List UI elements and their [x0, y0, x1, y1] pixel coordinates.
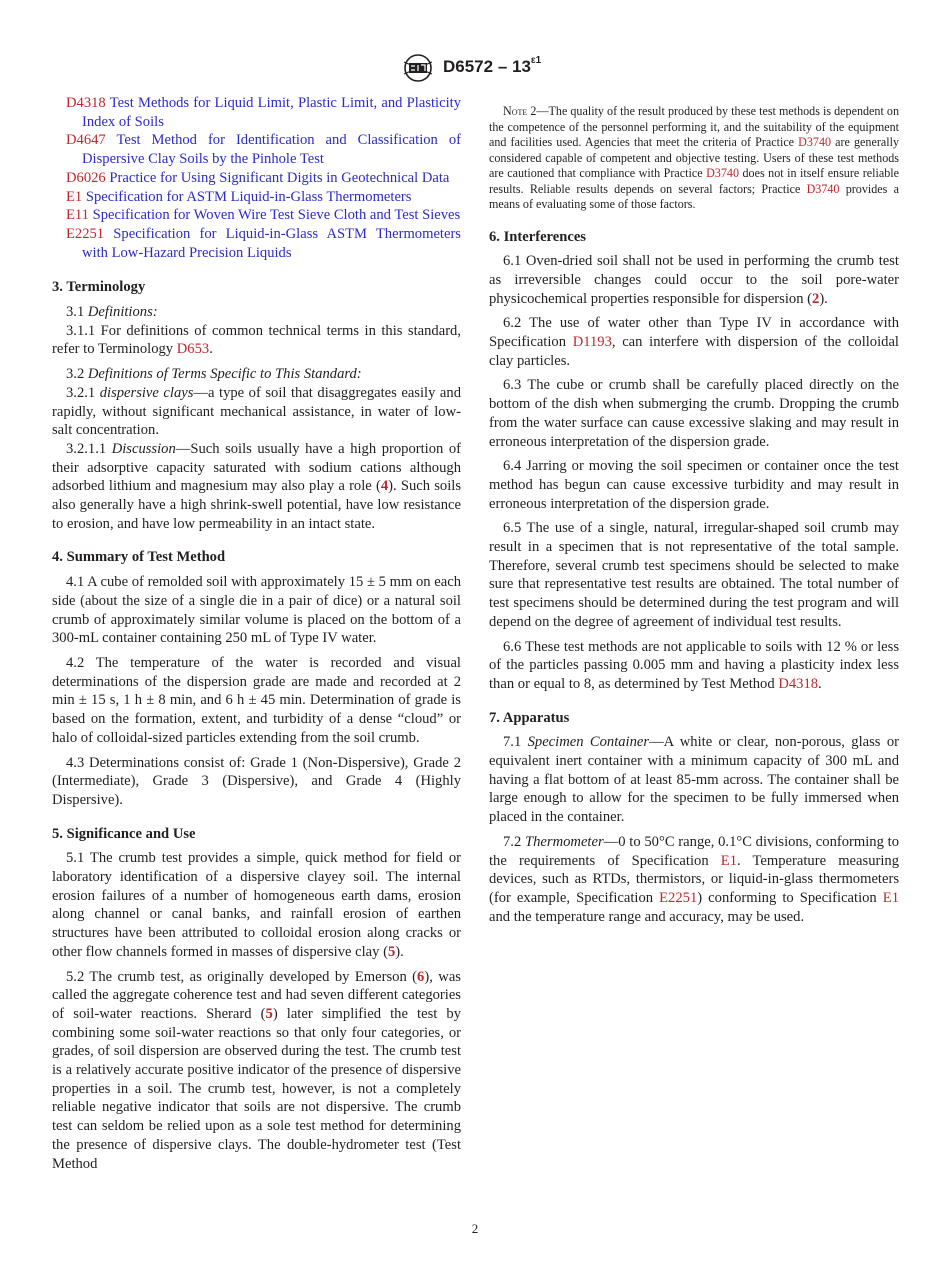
citation-link[interactable]: 4	[380, 478, 389, 495]
reference-title: Specification for Liquid-in-Glass ASTM Thermometers with Low-Hazard Precision Liquids	[82, 225, 461, 261]
reference-item	[52, 225, 461, 262]
paragraph-6-2: 6.2 The use of water other than Type IV in accordance with Specification D1193, can interfere with dispersion of the colloidal clay particles.	[489, 315, 899, 369]
left-column	[52, 94, 461, 1173]
paragraph-6-1: 6.1 Oven-dried soil shall not be used in performing the crumb test as irreversible changes could occur to the soil pore-water physicochemical properties responsible for dispersion (2).	[489, 253, 899, 307]
citation-link[interactable]: 5	[387, 943, 396, 960]
reference-title: Practice for Using Significant Digits in Geotechnical Data	[109, 169, 450, 186]
paragraph-6-6: 6.6 These test methods are not applicable to soils with 12 % or less of the particles passing 0.005 mm and having a plasticity index less than or equal to 8, as determined by Test Method D4318.	[489, 638, 899, 692]
reference-item	[52, 169, 461, 188]
reference-title: Specification for ASTM Liquid-in-Glass Thermometers	[85, 188, 412, 205]
astm-logo-icon	[400, 52, 436, 84]
citation-link[interactable]: 6	[417, 968, 425, 985]
reference-link[interactable]: E11	[66, 207, 89, 224]
reference-title: Test Methods for Liquid Limit, Plastic Limit, and Plasticity Index of Soils	[82, 95, 461, 130]
section-heading-terminology: 3. Terminology	[52, 279, 146, 296]
paragraph-4-3: 4.3 Determinations consist of: Grade 1 (Non-Dispersive), Grade 2 (Intermediate), Grade 3 (Dispersive), and Grade 4 (Highly Dispersive).	[52, 754, 461, 808]
reference-link[interactable]: D4318	[66, 95, 106, 111]
right-column	[489, 94, 899, 926]
paragraph-4-1: 4.1 A cube of remolded soil with approximately 15 ± 5 mm on each side (about the size of a single die in a pair of dice) or a natural soil crumb of approximately similar volume is placed on the bottom of a 300-mL container containing 250 mL of Type IV water.	[52, 574, 461, 647]
section-heading-apparatus: 7. Apparatus	[489, 709, 570, 726]
reference-list	[52, 94, 461, 262]
paragraph-3-1: 3.1 Definitions:	[66, 304, 158, 321]
citation-link[interactable]: 5	[265, 1005, 273, 1022]
reference-link[interactable]: D6026	[66, 169, 106, 186]
standard-link[interactable]: D653	[176, 341, 210, 358]
reference-link[interactable]: D4647	[66, 132, 106, 149]
standard-link[interactable]: D4318	[778, 675, 819, 692]
standard-link[interactable]: E2251	[659, 890, 698, 906]
section-heading-significance: 5. Significance and Use	[52, 825, 196, 842]
paragraph-6-4: 6.4 Jarring or moving the soil specimen or container once the test method has begun can cause excessive turbidity and may result in erroneous interpretation of the dispersion grade.	[489, 458, 899, 512]
paragraph-3-1-1: 3.1.1 For definitions of common technical terms in this standard, refer to Terminology D653.	[52, 322, 461, 358]
paragraph-5-1: 5.1 The crumb test provides a simple, quick method for field or laboratory identification of a dispersive clayey soil. The internal erosion failures of a number of homogeneous earth dams, erosion along channel or canal banks, and rainfall erosion of earthen structures have been attributed to colloidal erosion along cracks or other flow channels formed in masses of dispersive clay (5).	[52, 850, 461, 960]
designation-text: D6572 – 13	[443, 57, 531, 76]
reference-title: Test Method for Identification and Classification of Dispersive Clay Soils by the Pinhole Test	[82, 132, 461, 168]
paragraph-5-2: 5.2 The crumb test, as originally developed by Emerson (6), was called the aggregate coherence test and had seven different categories of soil-water reactions. Sherard (5) later simplified the test by combining some soil-water reactions so that only four categories, or grades, of soil dispersion are observed during the test. The crumb test is a relatively accurate positive indicator of the presence of dispersive properties in a soil. The crumb test, however, is not a completely reliable negative indicator that soils are not dispersive. The crumb test can seldom be relied upon as a sole test method for determining the presence of dispersive clays. The double-hydrometer test (Test Method	[52, 968, 461, 1172]
paragraph-3-2: 3.2 Definitions of Terms Specific to This Standard:	[66, 366, 362, 383]
reference-title: Specification for Woven Wire Test Sieve Cloth and Test Sieves	[92, 207, 461, 224]
document-designation	[443, 57, 541, 77]
paragraph-6-3: 6.3 The cube or crumb shall be carefully placed directly on the bottom of the dish when submerging the crumb. Dropping the crumb from the water surface can cause excessive slaking and may result in erroneous interpretation of the dispersion grade.	[489, 377, 899, 450]
note-2: Note 2—The quality of the result produced by these test methods is dependent on the competence of the personnel performing it, and the suitability of the equipment and facilities used. Agencies that meet the criteria of Practice D3740 are generally considered capable of competent and objective testing. Users of these test methods are cautioned that compliance with Practice D3740 does not in itself ensure reliable results. Reliable results depends on several factors; Practice D3740 provides a means of evaluating some of those factors.	[489, 104, 900, 211]
reference-item	[52, 131, 461, 168]
page-header	[0, 52, 950, 86]
reference-item	[52, 206, 461, 225]
designation-epsilon: ε1	[530, 55, 542, 67]
standard-link[interactable]: E1	[882, 890, 899, 906]
section-heading-interferences: 6. Interferences	[489, 228, 586, 245]
paragraph-3-2-1-1: 3.2.1.1 Discussion—Such soils usually have a high proportion of their adsorptive capacity saturated with sodium cations although adsorbed lithium and magnesium may also play a role (4). Such soils also generally have a high shrink-swell potential, have low resistance to erosion, and have low permeability in an intact state.	[52, 440, 462, 532]
reference-item	[52, 94, 461, 131]
paragraph-7-2: 7.2 Thermometer—0 to 50°C range, 0.1°C divisions, conforming to the requirements of Specification E1. Temperature measuring devices, such as RTDs, thermistors, or liquid-in-glass thermometers (for example, Specification E2251) conforming to Specification E1 and the temperature range and accuracy, may be used.	[489, 833, 900, 925]
paragraph-3-2-1: 3.2.1 dispersive clays—a type of soil that disaggregates easily and rapidly, without significant mechanical assistance, in water of low-salt concentration.	[52, 384, 461, 439]
standard-link[interactable]: E1	[720, 852, 737, 869]
reference-link[interactable]: E1	[66, 188, 83, 205]
paragraph-4-2: 4.2 The temperature of the water is recorded and visual determinations of the dispersion grade are made and recorded at 2 min ± 15 s, 1 h ± 8 min, and 6 h ± 45 min. Determination of grade is based on the formation, extent, and turbidity of a dense “cloud” or halo of colloidal-sized particles extending from the soil crumb.	[52, 654, 461, 746]
page-number: 2	[471, 1221, 479, 1236]
standard-link[interactable]: D3740	[806, 181, 840, 196]
section-heading-summary: 4. Summary of Test Method	[52, 549, 226, 566]
citation-link[interactable]: 2	[812, 290, 820, 307]
reference-item	[52, 188, 461, 207]
paragraph-7-1: 7.1 Specimen Container—A white or clear, non-porous, glass or equivalent inert container with a minimum capacity of 300 mL and having a flat bottom of at least 85-mm across. The container shall be large enough to allow for the specimen to be fully immersed when placed in the container.	[489, 734, 899, 826]
paragraph-6-5: 6.5 The use of a single, natural, irregular-shaped soil crumb may result in a specimen that is not representative of the total sample. Therefore, several crumb test specimens should be selected to make sure that representative test results are obtained. The total number of test specimens should be determined during the test program and will depend on the degree of agreement of individual test results.	[489, 520, 899, 630]
reference-link[interactable]: E2251	[66, 225, 105, 242]
standard-link[interactable]: D3740	[798, 135, 832, 149]
standard-link[interactable]: D3740	[706, 166, 739, 180]
standard-link[interactable]: D1193	[572, 334, 612, 351]
